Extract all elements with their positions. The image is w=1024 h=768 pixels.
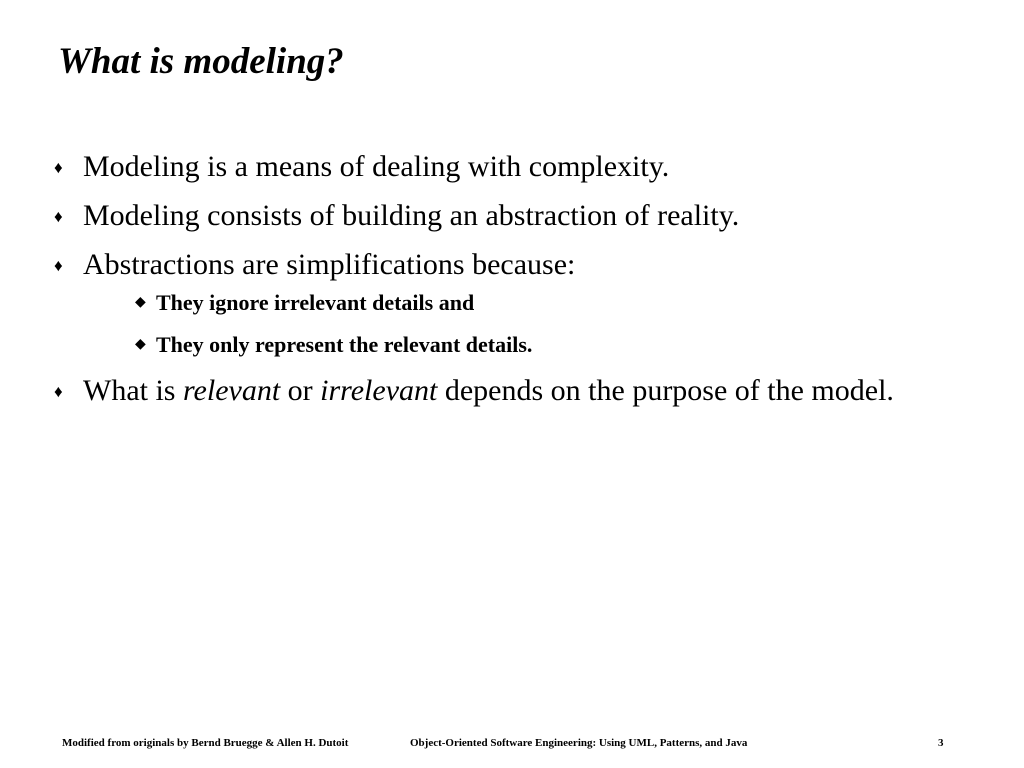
- bullet-text: Modeling consists of building an abstraction of reality.: [83, 199, 740, 232]
- bullet-item: [54, 197, 934, 235]
- small-diamond-bullet-icon: ◆: [135, 337, 146, 352]
- diamond-bullet-icon: ♦: [54, 158, 63, 177]
- sub-bullet-text: They only represent the relevant details.: [156, 332, 533, 357]
- footer-course-title: Object-Oriented Software Engineering: Using UML, Patterns, and Java: [410, 737, 748, 749]
- bullet-text: [83, 374, 894, 407]
- sub-bullet-text: They ignore irrelevant details and: [156, 290, 475, 315]
- bullet-text-part: What is: [83, 374, 183, 407]
- slide-title: What is modeling?: [58, 41, 344, 82]
- diamond-bullet-icon: ♦: [54, 207, 63, 226]
- footer-attribution: Modified from originals by Bernd Bruegge & Allen H. Dutoit: [62, 737, 349, 749]
- bullet-text: Abstractions are simplifications because:: [83, 248, 576, 281]
- bullet-item: [54, 372, 934, 410]
- bullet-text: Modeling is a means of dealing with complexity.: [83, 150, 670, 183]
- emphasized-word-irrelevant: irrelevant: [320, 374, 438, 407]
- sub-bullet-list: [83, 288, 934, 360]
- bullet-item: [54, 246, 934, 360]
- sub-bullet-item: [83, 288, 934, 318]
- bullet-text-part: depends on the purpose of the model.: [437, 374, 894, 407]
- bullet-list: [54, 148, 934, 421]
- bullet-text-part: or: [280, 374, 321, 407]
- footer-page-number: 3: [938, 737, 944, 749]
- bullet-item: [54, 148, 934, 186]
- emphasized-word-relevant: relevant: [182, 374, 281, 407]
- diamond-bullet-icon: ♦: [54, 256, 63, 275]
- small-diamond-bullet-icon: ◆: [135, 295, 146, 310]
- diamond-bullet-icon: ♦: [54, 382, 63, 401]
- sub-bullet-item: [83, 330, 934, 360]
